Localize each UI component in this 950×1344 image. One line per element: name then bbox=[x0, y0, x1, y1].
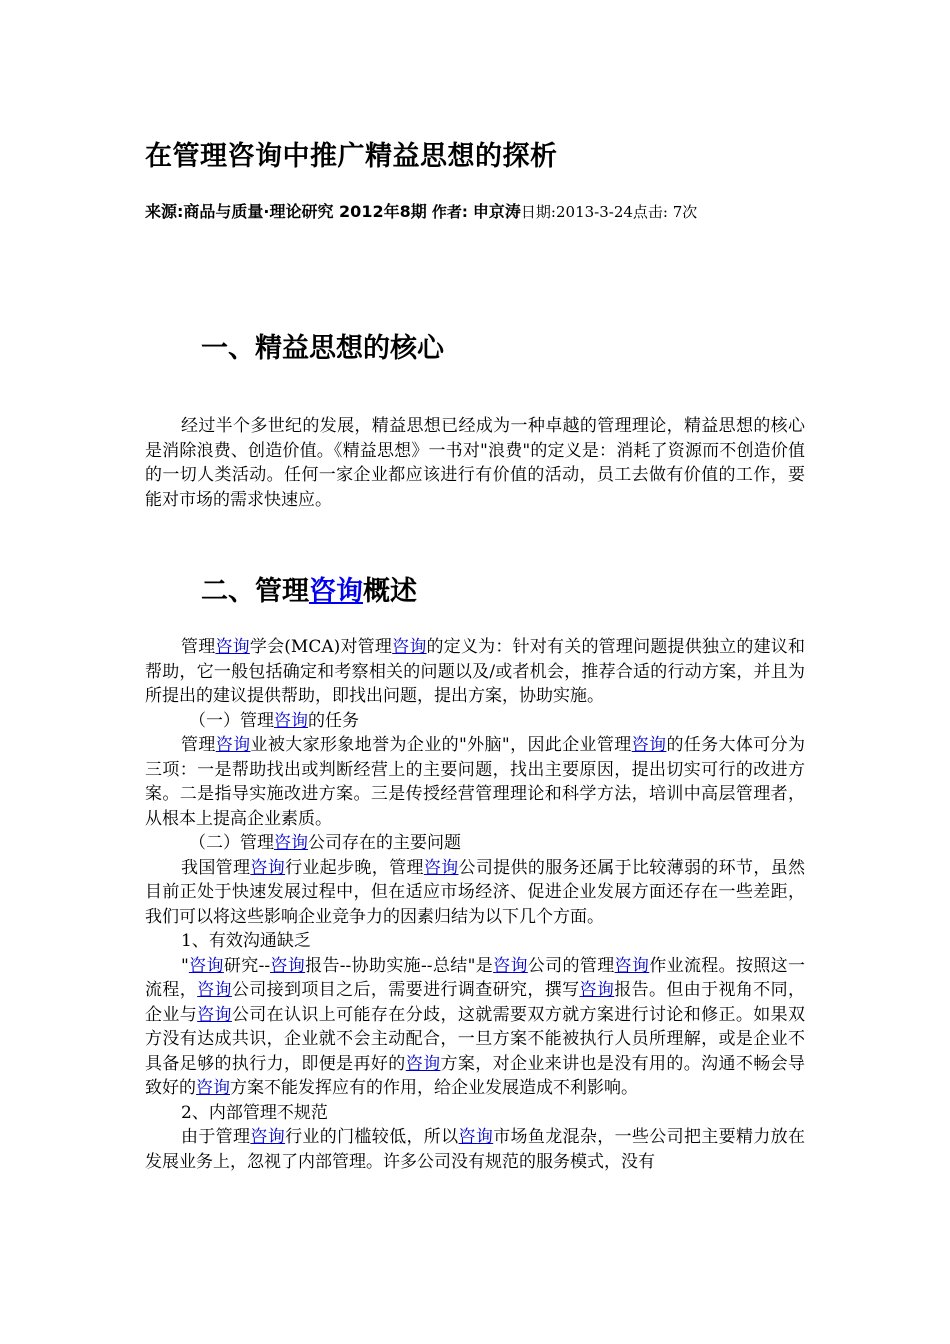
consulting-link[interactable]: 咨询 bbox=[274, 833, 308, 853]
consulting-link[interactable]: 咨询 bbox=[188, 955, 224, 976]
consulting-link[interactable]: 咨询 bbox=[458, 1127, 494, 1147]
heading-text: 概述 bbox=[363, 576, 417, 607]
text: 公司的管理 bbox=[527, 955, 615, 976]
text: 学会(MCA)对管理 bbox=[249, 637, 393, 657]
text: 管理 bbox=[181, 637, 216, 657]
text: 公司在认识上可能存在分歧，这就需要双方就方案进行讨论和修正。如果双方没有达成共识，企业就不会主动配合，一旦方案不能被执行人员所理解，或是企业不具备足够的执行力，即便是再好的 bbox=[145, 1004, 806, 1074]
section-1-body bbox=[145, 414, 805, 512]
paragraph bbox=[145, 954, 805, 1101]
consulting-link[interactable]: 咨询 bbox=[579, 980, 615, 1000]
paragraph bbox=[145, 635, 805, 709]
text: （一）管理 bbox=[189, 710, 274, 731]
paragraph bbox=[145, 733, 805, 831]
consulting-link[interactable]: 咨询 bbox=[493, 955, 528, 976]
consulting-link[interactable]: 咨询 bbox=[250, 1127, 286, 1147]
text: 公司接到项目之后，需要进行调查研究，撰写 bbox=[231, 980, 580, 1000]
section-1-paragraph: 经过半个多世纪的发展，精益思想已经成为一种卓越的管理理论，精益思想的核心是消除浪费、创造价值。《精益思想》一书对"浪费"的定义是：消耗了资源而不创造价值的一切人类活动。任何一家企业都应该进行有价值的活动，员工去做有价值的工作，要能对市场的需求快速应。 bbox=[145, 416, 805, 510]
article-source: 来源:商品与质量·理论研究 2012年8期 bbox=[145, 202, 427, 221]
consulting-link[interactable]: 咨询 bbox=[405, 1053, 441, 1074]
consulting-link[interactable]: 咨询 bbox=[423, 857, 459, 878]
text: 的任务大体可分为三项：一是帮助找出或判断经营上的主要问题，找出主要原因，提出切实可行的改进方案。二是指导实施改进方案。三是传授经营管理理论和科学方法，培训中高层管理者，从根本上提高企业素质。 bbox=[145, 735, 806, 829]
article-date: 日期:2013-3-24 bbox=[520, 203, 633, 221]
article-meta bbox=[145, 199, 805, 225]
list-item-heading: 1、有效沟通缺乏 bbox=[181, 931, 311, 951]
text: （二）管理 bbox=[189, 833, 274, 853]
text: 公司存在的主要问题 bbox=[308, 833, 461, 853]
section-1-heading: 一、精益思想的核心 bbox=[201, 333, 444, 364]
consulting-link[interactable]: 咨询 bbox=[215, 735, 251, 755]
text: 行业起步晚，管理 bbox=[285, 857, 424, 878]
section-2-body bbox=[145, 635, 805, 1174]
consulting-link[interactable]: 咨询 bbox=[270, 955, 306, 976]
text: " bbox=[181, 955, 189, 976]
text: 行业的门槛较低，所以 bbox=[285, 1127, 459, 1147]
article-title: 在管理咨询中推广精益思想的探析 bbox=[145, 141, 558, 172]
author-label: 作者: bbox=[431, 203, 468, 221]
text: 的任务 bbox=[308, 710, 359, 731]
consulting-link[interactable]: 咨询 bbox=[309, 576, 363, 607]
consulting-link[interactable]: 咨询 bbox=[197, 1004, 232, 1025]
article-author: 申京涛 bbox=[472, 202, 521, 221]
click-count: 点击: 7次 bbox=[632, 203, 698, 221]
consulting-link[interactable]: 咨询 bbox=[392, 637, 427, 657]
text: 报告--协助实施--总结"是 bbox=[305, 955, 494, 976]
text: 的定义为：针对有关的管理问题提供独立的建议和帮助，它一般包括确定和考察相关的问题以及/或者机会，推荐合适的行动方案，并且为所提出的建议提供帮助，即找出问题，提出方案，协助实施。 bbox=[145, 637, 806, 706]
text: 由于管理 bbox=[181, 1127, 251, 1147]
text: 管理 bbox=[181, 735, 216, 755]
text: 公司提供的服务还属于比较薄弱的环节，虽然目前正处于快速发展过程中，但在适应市场经济、促进企业发展方面还存在一些差距，我们可以将这些影响企业竞争力的因素归结为以下几个方面。 bbox=[145, 857, 806, 927]
consulting-link[interactable]: 咨询 bbox=[614, 955, 650, 976]
consulting-link[interactable]: 咨询 bbox=[274, 710, 308, 731]
paragraph bbox=[145, 1125, 805, 1174]
text: 方案，对企业来讲也是没有用的。沟通不畅会导致好的 bbox=[145, 1053, 806, 1098]
paragraph bbox=[145, 856, 805, 930]
text: 市场鱼龙混杂，一些公司把主要精力放在发展业务上，忽视了内部管理。许多公司没有规范的服务模式，没有 bbox=[145, 1127, 806, 1172]
text: 业被大家形象地誉为企业的"外脑"，因此企业管理 bbox=[250, 735, 632, 755]
consulting-link[interactable]: 咨询 bbox=[631, 735, 667, 755]
consulting-link[interactable]: 咨询 bbox=[250, 857, 286, 878]
consulting-link[interactable]: 咨询 bbox=[215, 637, 250, 657]
subheading bbox=[145, 831, 805, 856]
consulting-link[interactable]: 咨询 bbox=[197, 980, 232, 1000]
text: 方案不能发挥应有的作用，给企业发展造成不利影响。 bbox=[230, 1078, 638, 1098]
text: 我国管理 bbox=[181, 857, 251, 878]
section-2-heading bbox=[201, 569, 417, 608]
list-item-heading: 2、内部管理不规范 bbox=[181, 1102, 328, 1123]
heading-text: 二、管理 bbox=[201, 576, 309, 607]
text: 报告。但由于视角不同，企业与 bbox=[145, 980, 806, 1025]
text: 研究-- bbox=[223, 955, 271, 976]
text: 作业流程。按照这一流程， bbox=[145, 955, 806, 1000]
consulting-link[interactable]: 咨询 bbox=[196, 1078, 230, 1098]
subheading bbox=[145, 709, 805, 734]
